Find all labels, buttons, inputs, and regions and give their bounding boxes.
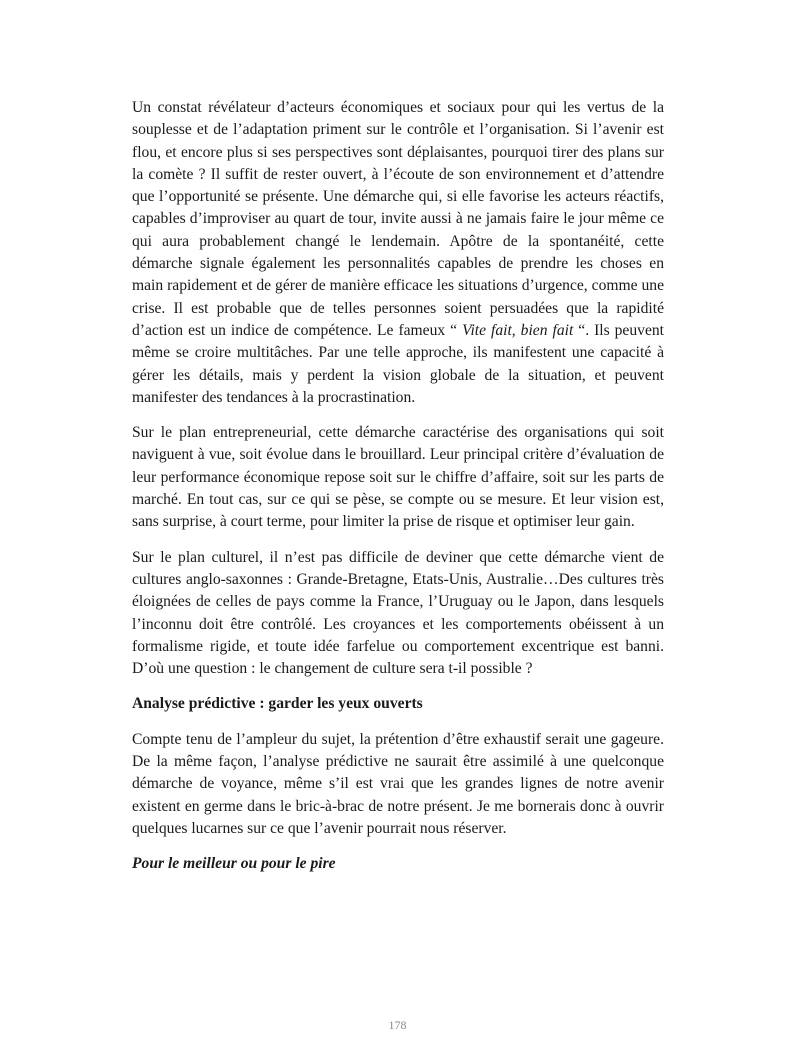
paragraph-text: “. Ils peuvent même se croire multitâches. Par une telle approche, ils manifestent une capacité à gérer les détails, mais y perdent la vision globale de la situation, et peuvent manifester des tendances à la procrastination. xyxy=(132,321,664,406)
page-number: 178 xyxy=(388,1018,407,1032)
paragraph-cultural: Sur le plan culturel, il n’est pas difficile de deviner que cette démarche vient de cultures anglo-saxonnes : Grande-Bretagne, Etats-Unis, Australie…Des cultures très éloignées de celles de pays comme la France, l’Uruguay ou le Japon, dans lesquels l’inconnu doit être contrôlé. Les croyances et les comportements obéissent à un formalisme rigide, et toute idée farfelue ou comportement excentrique est banni. D’où une question : le changement de culture sera t-il possible ? xyxy=(132,548,664,678)
paragraph-adaptation xyxy=(132,97,664,409)
subsection-heading: Pour le meilleur ou pour le pire xyxy=(132,855,336,873)
paragraph-entrepreneurial: Sur le plan entrepreneurial, cette démarche caractérise des organisations qui soit naviguent à vue, soit évolue dans le brouillard. Leur principal critère d’évaluation de leur performance économique repose soit sur le chiffre d’affaire, soit sur les parts de marché. En tout cas, sur ce qui se pèse, se compte ou se mesure. Et leur vision est, sans surprise, à court terme, pour limiter la prise de risque et optimiser leur gain. xyxy=(132,424,664,531)
paragraph-predictive: Compte tenu de l’ampleur du sujet, la prétention d’être exhaustif serait une gageure. De la même façon, l’analyse prédictive ne saurait être assimilé à une quelconque démarche de voyance, même s’il est vrai que les grandes lignes de notre avenir existent en germe dans le bric-à-brac de notre présent. Je me bornerais donc à ouvrir quelques lucarnes sur ce que l’avenir pourrait nous réserver. xyxy=(132,730,664,837)
paragraph-text: Un constat révélateur d’acteurs économiques et sociaux pour qui les vertus de la souplesse et de l’adaptation priment sur le contrôle et l’organisation. Si l’avenir est flou, et encore plus si ses perspectives sont déplaisantes, pourquoi tirer des plans sur la comète ? Il suffit de rester ouvert, à l’écoute de son environnement et d’attendre que l’opportunité se présente. Une démarche qui, si elle favorise les acteurs réactifs, capables d’improviser au quart de tour, invite aussi à ne jamais faire le jour même ce qui aura probablement changé le lendemain. Apôtre de la spontanéité, cette démarche signale également les personnalités capables de prendre les choses en main rapidement et de gérer de manière efficace les situations d’urgence, comme une crise. Il est probable que de telles personnes soient persuadées que la rapidité d’action est un indice de compétence. Le fameux “ xyxy=(132,99,664,339)
page-body xyxy=(132,97,664,876)
section-heading: Analyse prédictive : garder les yeux ouverts xyxy=(132,695,423,713)
italic-quote: Vite fait, bien fait xyxy=(462,321,574,339)
